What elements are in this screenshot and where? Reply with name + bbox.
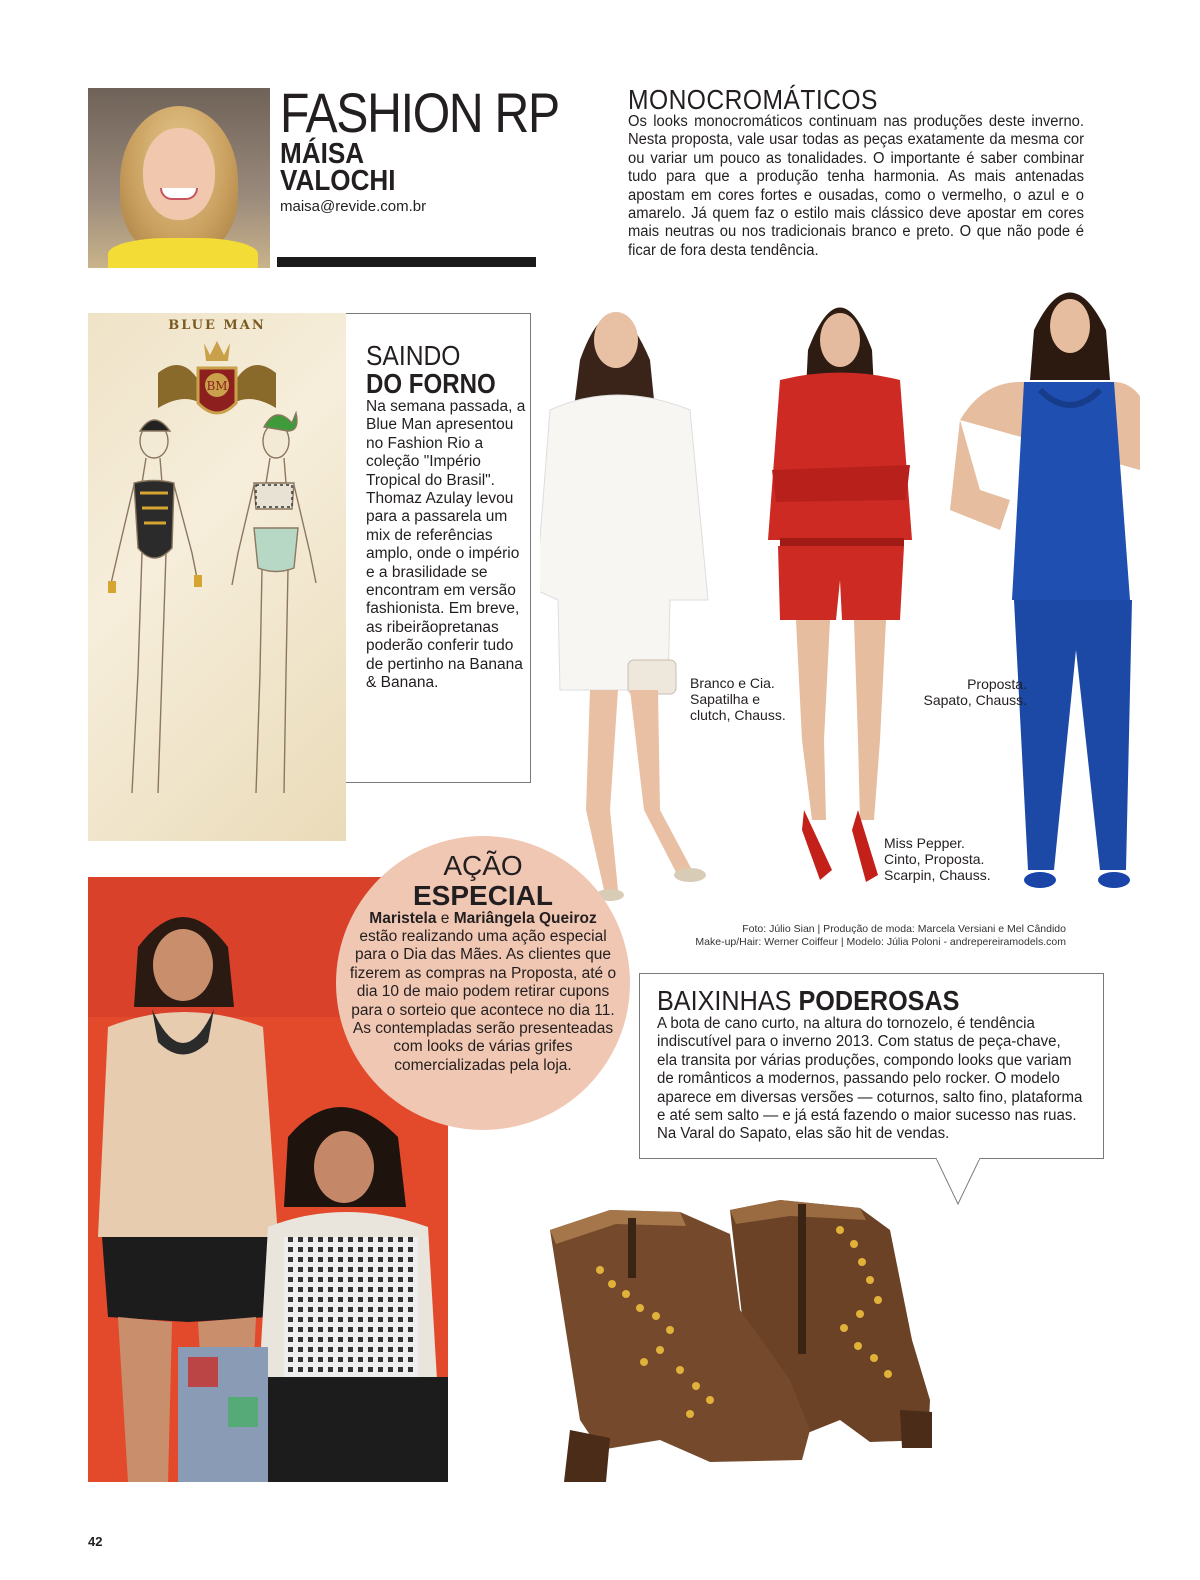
- caption-line: Sapato, Chauss.: [923, 692, 1027, 708]
- page-number: 42: [88, 1534, 103, 1549]
- baixinhas-title: [657, 985, 959, 1017]
- author-name-line1: MÁISA: [280, 138, 365, 170]
- author-photo: [88, 88, 270, 268]
- crest-icon: [158, 341, 276, 413]
- author-email[interactable]: maisa@revide.com.br: [280, 198, 427, 215]
- acao-connector: e: [436, 910, 454, 927]
- model-white-look: [540, 312, 708, 901]
- acao-name2: Mariângela Queiroz: [453, 910, 597, 927]
- model-red-look: [768, 308, 912, 883]
- credit-line: Make-up/Hair: Werner Coiffeur | Modelo: Júlia Poloni - andrepereiramodels.com: [695, 936, 1066, 948]
- forno-title-line2: DO FORNO: [366, 368, 496, 399]
- caption-line: Scarpin, Chauss.: [884, 867, 991, 883]
- mono-title: MONOCROMÁTICOS: [628, 84, 878, 115]
- caption-line: Branco e Cia.: [690, 675, 775, 691]
- model-blue-look: [950, 293, 1140, 889]
- baixinhas-title-light: BAIXINHAS: [657, 985, 799, 1016]
- caption-white-look: [690, 675, 786, 723]
- sketch-figure-bikini: [232, 413, 316, 793]
- acao-name1: Maristela: [369, 910, 437, 927]
- photo-credit: [640, 923, 1066, 949]
- caption-line: Miss Pepper.: [884, 835, 965, 851]
- caption-line: Sapatilha e: [690, 691, 761, 707]
- speech-pointer-icon: [936, 1158, 980, 1206]
- author-name: [280, 138, 396, 197]
- crest-initials: BM: [206, 379, 228, 393]
- acao-title-line1: AÇÃO: [443, 850, 523, 881]
- baixinhas-body: A bota de cano curto, na altura do tornozelo, é tendência indiscutível para o inverno 2013. Com status de peça-chave, ela transita por várias produções, compondo looks que variam de românticos a modernos, passando pelo rocker. O modelo aparece em diversas versões — coturnos, salto fino, plataforma e até sem salto — e já está fazendo o maior sucesso nas ruas. Na Varal do Sapato, elas são hit de vendas.: [657, 1015, 1083, 1143]
- acao-names: [336, 910, 630, 928]
- column-title: FASHION RP: [280, 81, 559, 144]
- caption-line: Proposta.: [967, 676, 1027, 692]
- header-rule: [277, 257, 536, 267]
- ankle-boots-photo: [540, 1190, 940, 1490]
- fashion-sketch-illustration: [88, 313, 346, 841]
- brand-label: BLUE MAN: [168, 318, 266, 333]
- caption-line: clutch, Chauss.: [690, 707, 786, 723]
- forno-title-line1: SAINDO: [366, 340, 461, 371]
- sketch-figure-swimsuit: [108, 420, 202, 793]
- monochrome-looks-photo: [540, 270, 1140, 920]
- acao-title-line2: ESPECIAL: [412, 880, 554, 911]
- caption-blue-look: [905, 676, 1027, 708]
- author-name-line2: VALOCHI: [280, 165, 396, 197]
- acao-body: estão realizando uma ação especial para o Dia das Mães. As clientes que fizerem as compras na Proposta, até o dia 10 de maio podem retirar cupons para o sorteio que acontece no dia 11. As contempladas serão presenteadas com looks de várias grifes comercializadas pela loja.: [349, 928, 617, 1074]
- caption-red-look: [884, 835, 991, 883]
- forno-body: Na semana passada, a Blue Man apresentou no Fashion Rio a coleção "Império Tropical do Brasil". Thomaz Azulay levou para a passarela um mix de referências amplo, onde o império e a brasilidade se encontram em versão fashionista. Em breve, as ribeirãopretanas poderão conferir tudo de pertinho na Banana & Banana.: [366, 398, 526, 692]
- credit-line: Foto: Júlio Sian | Produção de moda: Marcela Versiani e Mel Cândido: [742, 923, 1066, 935]
- caption-line: Cinto, Proposta.: [884, 851, 985, 867]
- baixinhas-title-bold: PODEROSAS: [798, 985, 960, 1016]
- mono-body: Os looks monocromáticos continuam nas produções deste inverno. Nesta proposta, vale usar todas as peças exatamente da mesma cor ou variar um pouco as tonalidades. O importante é saber combinar tudo para que a produção tenha harmonia. As mais antenadas apostam em cores fortes e ousadas, como o vermelho, o azul e o amarelo. Já quem faz o estilo mais clássico deve apostar em cores mais neutras ou nos tradicionais branco e preto. O que não pode é ficar de fora desta tendência.: [628, 113, 1084, 259]
